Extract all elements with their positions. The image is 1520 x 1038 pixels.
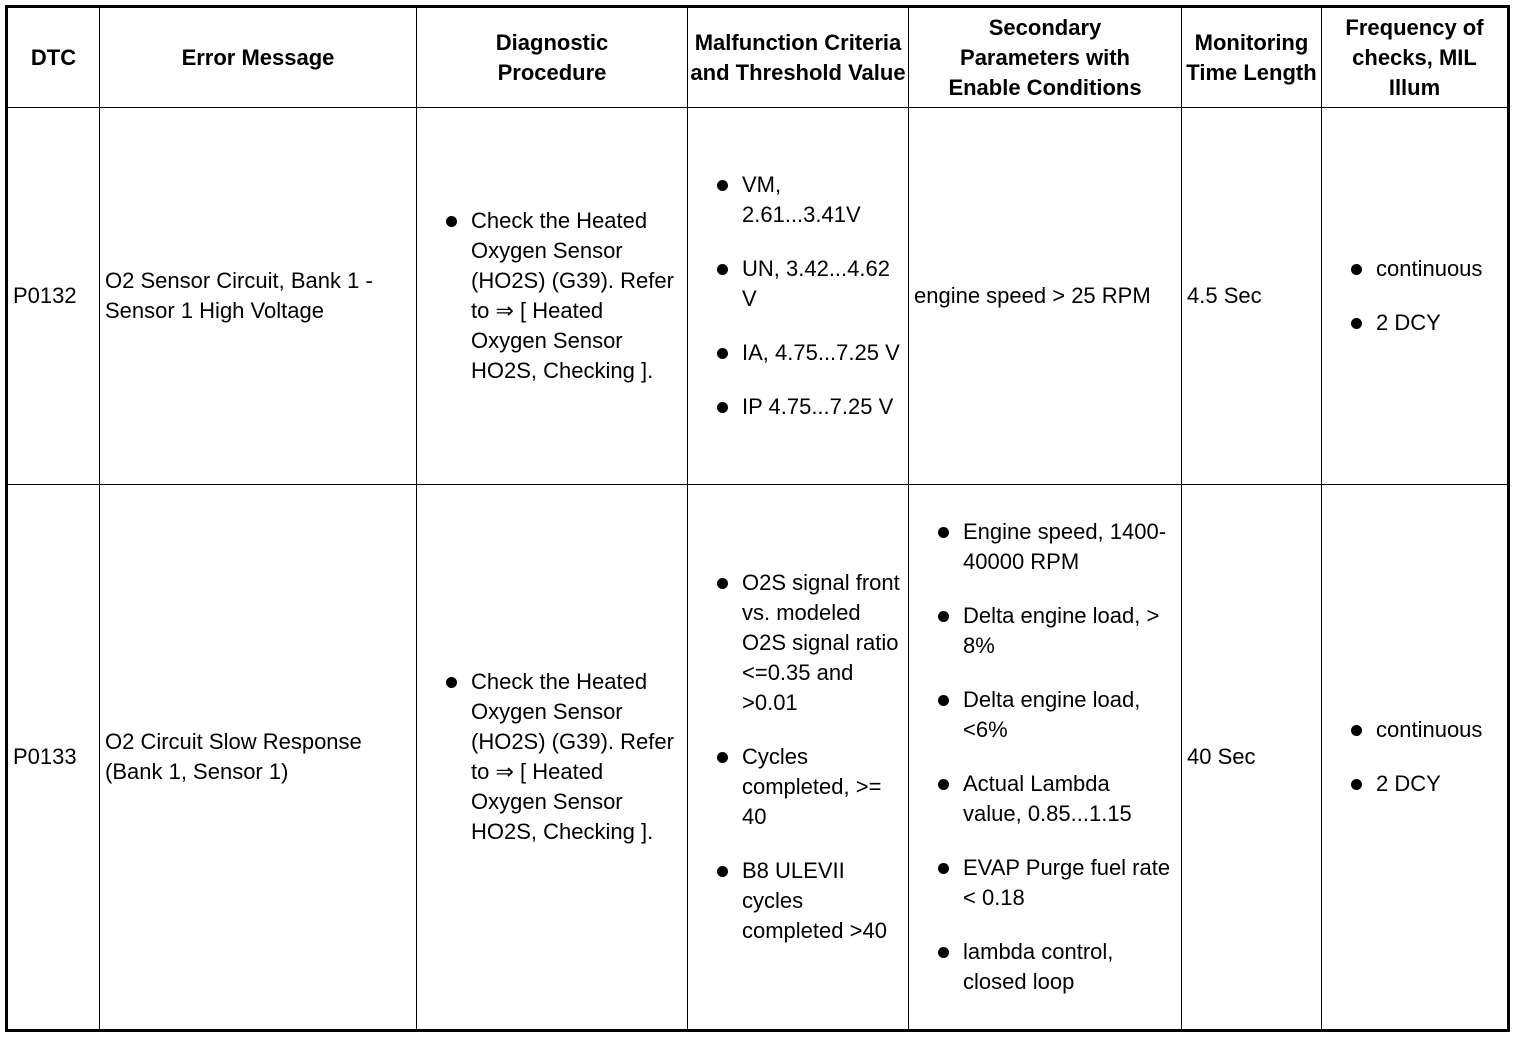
frequency-list bbox=[1342, 715, 1503, 799]
criteria-item: B8 ULEVII cycles completed >40 bbox=[708, 856, 900, 946]
table-row bbox=[7, 485, 1509, 1031]
frequency-item: continuous bbox=[1342, 715, 1503, 745]
diagnostic-procedure bbox=[417, 485, 688, 1031]
diagnostic-procedure bbox=[417, 108, 688, 485]
error-message: O2 Sensor Circuit, Bank 1 - Sensor 1 High Voltage bbox=[100, 108, 417, 485]
dtc-table bbox=[5, 5, 1510, 1032]
procedure-list bbox=[437, 206, 677, 386]
criteria-item: IP 4.75...7.25 V bbox=[708, 392, 900, 422]
procedure-item: Check the Heated Oxygen Sensor (HO2S) (G39). Refer to ⇒ [ Heated Oxygen Sensor HO2S, Checking ]. bbox=[437, 206, 677, 386]
frequency-item: 2 DCY bbox=[1342, 308, 1503, 338]
frequency bbox=[1322, 108, 1509, 485]
frequency bbox=[1322, 485, 1509, 1031]
secondary-item: Delta engine load, <6% bbox=[929, 685, 1171, 745]
header-monitoring-time: Monitoring Time Length bbox=[1182, 7, 1322, 108]
monitoring-time: 4.5 Sec bbox=[1182, 108, 1322, 485]
secondary-item: Actual Lambda value, 0.85...1.15 bbox=[929, 769, 1171, 829]
frequency-item: continuous bbox=[1342, 254, 1503, 284]
monitoring-time: 40 Sec bbox=[1182, 485, 1322, 1031]
header-dtc: DTC bbox=[7, 7, 100, 108]
criteria-item: IA, 4.75...7.25 V bbox=[708, 338, 900, 368]
header-malfunction-criteria: Malfunction Criteria and Threshold Value bbox=[688, 7, 909, 108]
header-row bbox=[7, 7, 1509, 108]
criteria-item: Cycles completed, >= 40 bbox=[708, 742, 900, 832]
secondary-list bbox=[929, 517, 1171, 997]
criteria-item: O2S signal front vs. modeled O2S signal ratio <=0.35 and >0.01 bbox=[708, 568, 900, 718]
secondary-parameters: engine speed > 25 RPM bbox=[909, 108, 1182, 485]
criteria-list bbox=[708, 568, 900, 946]
criteria-list bbox=[708, 170, 900, 422]
procedure-list bbox=[437, 667, 677, 847]
header-diagnostic-procedure: Diagnostic Procedure bbox=[417, 7, 688, 108]
header-error-message: Error Message bbox=[100, 7, 417, 108]
malfunction-criteria bbox=[688, 485, 909, 1031]
procedure-item: Check the Heated Oxygen Sensor (HO2S) (G39). Refer to ⇒ [ Heated Oxygen Sensor HO2S, Checking ]. bbox=[437, 667, 677, 847]
dtc-code: P0132 bbox=[7, 108, 100, 485]
secondary-item: lambda control, closed loop bbox=[929, 937, 1171, 997]
secondary-item: Engine speed, 1400-40000 RPM bbox=[929, 517, 1171, 577]
header-secondary-parameters: Secondary Parameters with Enable Conditions bbox=[909, 7, 1182, 108]
secondary-item: Delta engine load, > 8% bbox=[929, 601, 1171, 661]
criteria-item: VM, 2.61...3.41V bbox=[708, 170, 900, 230]
secondary-item: EVAP Purge fuel rate < 0.18 bbox=[929, 853, 1171, 913]
secondary-parameters bbox=[909, 485, 1182, 1031]
criteria-item: UN, 3.42...4.62 V bbox=[708, 254, 900, 314]
frequency-list bbox=[1342, 254, 1503, 338]
header-frequency: Frequency of checks, MIL Illum bbox=[1322, 7, 1509, 108]
frequency-item: 2 DCY bbox=[1342, 769, 1503, 799]
dtc-code: P0133 bbox=[7, 485, 100, 1031]
malfunction-criteria bbox=[688, 108, 909, 485]
table-row bbox=[7, 108, 1509, 485]
error-message: O2 Circuit Slow Response (Bank 1, Sensor 1) bbox=[100, 485, 417, 1031]
